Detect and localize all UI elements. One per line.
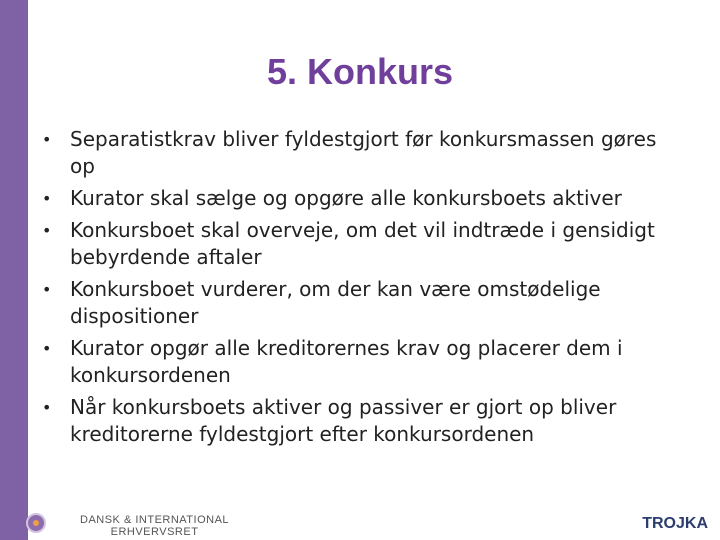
bullet-list [40, 126, 680, 453]
bullet-icon: • [42, 339, 52, 358]
bullet-item [40, 394, 680, 448]
bullet-icon: • [42, 398, 52, 417]
seal-logo-center [33, 520, 39, 526]
footer-brand [80, 514, 229, 538]
bullet-text: Konkursboet skal overveje, om det vil indtræde i gensidigt bebyrdende aftaler [70, 218, 655, 269]
bullet-item [40, 335, 680, 389]
bullet-text: Separatistkrav bliver fyldestgjort før konkursmassen gøres op [70, 127, 657, 178]
footer-brand-line2: ERHVERVSRET [110, 526, 199, 538]
bullet-item [40, 185, 680, 212]
bullet-item [40, 217, 680, 271]
footer-brand-line1: DANSK & INTERNATIONAL [80, 514, 230, 526]
bullet-icon: • [42, 130, 52, 149]
seal-logo-icon [26, 513, 46, 533]
bullet-text: Kurator opgør alle kreditorernes krav og placerer dem i konkursordenen [70, 336, 623, 387]
bullet-item [40, 126, 680, 180]
bullet-icon: • [42, 221, 52, 240]
slide-title: 5. Konkurs [266, 51, 454, 92]
bullet-icon: • [42, 189, 52, 208]
trojka-label: TROJKA [642, 515, 708, 532]
bullet-text: Konkursboet vurderer, om der kan være omstødelige dispositioner [70, 277, 601, 328]
side-stripe [0, 0, 28, 540]
bullet-text: Når konkursboets aktiver og passiver er gjort op bliver kreditorerne fyldestgjort efter konkursordenen [70, 395, 617, 446]
bullet-text: Kurator skal sælge og opgøre alle konkursboets aktiver [70, 186, 622, 210]
bullet-icon: • [42, 280, 52, 299]
bullet-item [40, 276, 680, 330]
